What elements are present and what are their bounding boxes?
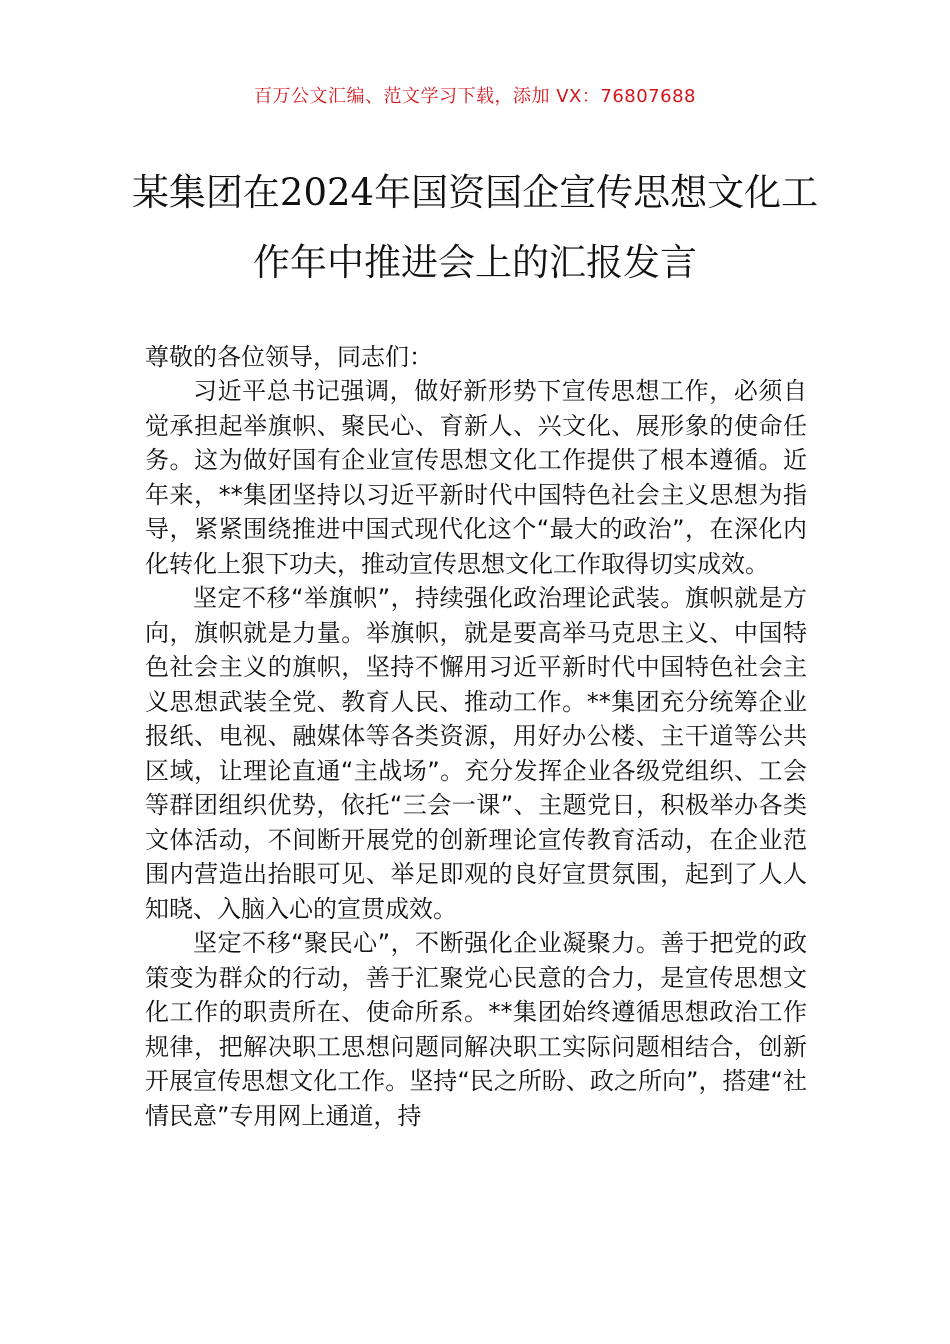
- document-body: [145, 340, 807, 1133]
- paragraph-2: 坚定不移“举旗帜”，持续强化政治理论武装。旗帜就是方向，旗帜就是力量。举旗帜，就是要高举马克思主义、中国特色社会主义的旗帜，坚持不懈用习近平新时代中国特色社会主义思想武装全党、教育人民、推动工作。**集团充分统筹企业报纸、电视、融媒体等各类资源，用好办公楼、主干道等公共区域，让理论直通“主战场”。充分发挥企业各级党组织、工会等群团组织优势，依托“三会一课”、主题党日，积极举办各类文体活动，不间断开展党的创新理论宣传教育活动，在企业范围内营造出抬眼可见、举足即观的良好宣贯氛围，起到了人人知晓、入脑入心的宣贯成效。: [145, 584, 807, 923]
- title-line-2: 作年中推进会上的汇报发言: [253, 241, 697, 284]
- paragraph-1: 习近平总书记强调，做好新形势下宣传思想工作，必须自觉承担起举旗帜、聚民心、育新人、兴文化、展形象的使命任务。这为做好国有企业宣传思想文化工作提供了根本遵循。近年来，**集团坚持以习近平新时代中国特色社会主义思想为指导，紧紧围绕推进中国式现代化这个“最大的政治”，在深化内化转化上狠下功夫，推动宣传思想文化工作取得切实成效。: [145, 377, 807, 578]
- paragraph-3: 坚定不移“聚民心”，不断强化企业凝聚力。善于把党的政策变为群众的行动，善于汇聚党心民意的合力，是宣传思想文化工作的职责所在、使命所系。**集团始终遵循思想政治工作规律，把解决职工思想问题同解决职工实际问题相结合，创新开展宣传思想文化工作。坚持“民之所盼、政之所向”，搭建“社情民意”专用网上通道，持: [145, 929, 807, 1130]
- title-line-1: 某集团在2024年国资国企宣传思想文化工: [131, 171, 819, 214]
- greeting: 尊敬的各位领导，同志们：: [145, 343, 433, 371]
- watermark-text: 百万公文汇编、范文学习下载，添加 VX：76807688: [254, 86, 696, 107]
- document-title: [110, 158, 840, 298]
